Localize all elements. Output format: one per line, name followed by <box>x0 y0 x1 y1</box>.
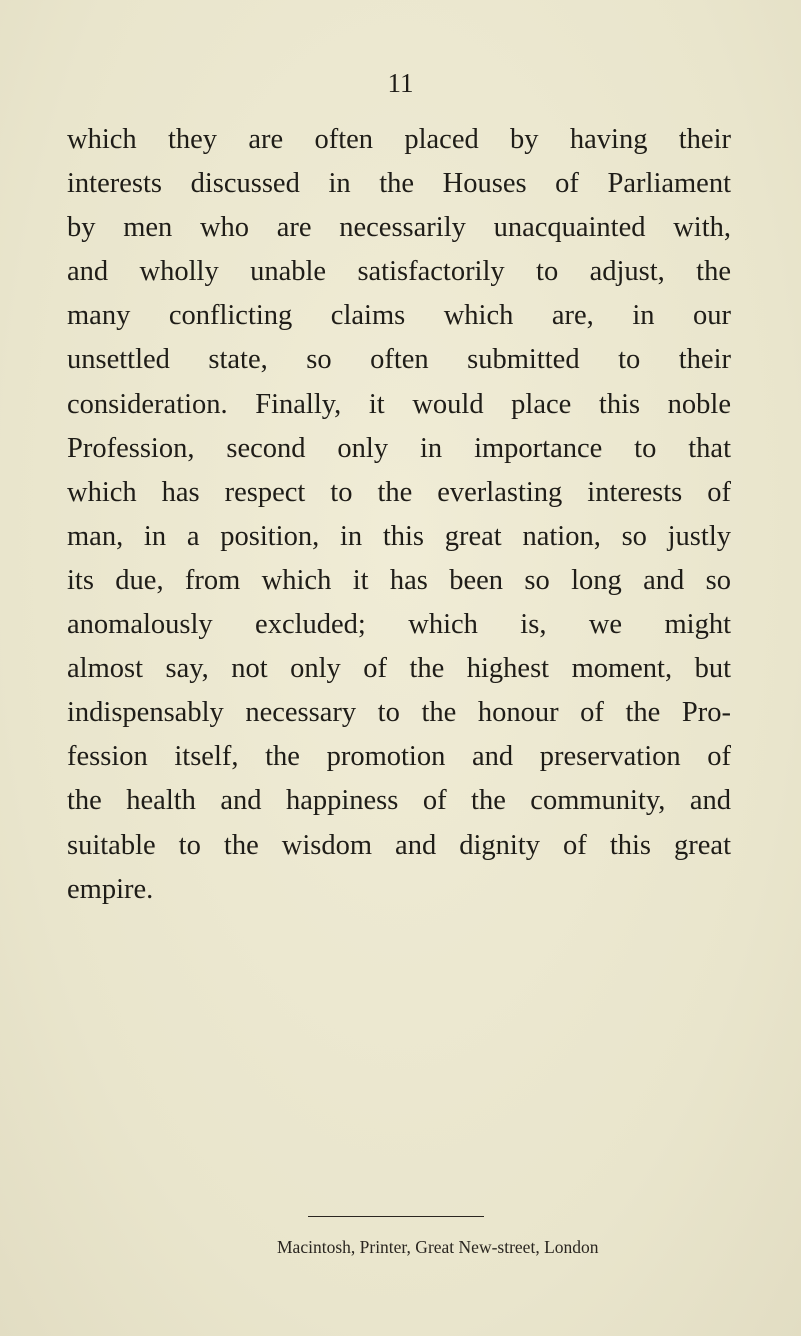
text-line: empire. <box>67 873 154 905</box>
text-line: by men who are necessarily unacquainted with, <box>67 212 731 244</box>
text-line: suitable to the wisdom and dignity of this great <box>67 829 731 861</box>
text-line: many conflicting claims which are, in our <box>67 300 731 332</box>
imprint-rule <box>308 1216 484 1217</box>
text-line: man, in a position, in this great nation, so justly <box>67 520 731 552</box>
text-line: fession itself, the promotion and preservation of <box>67 741 731 773</box>
text-line: almost say, not only of the highest moment, but <box>67 653 731 685</box>
text-line: interests discussed in the Houses of Parliament <box>67 168 731 200</box>
text-line: and wholly unable satisfactorily to adjust, the <box>67 256 731 288</box>
text-line: the health and happiness of the community, and <box>67 785 731 817</box>
text-line: anomalously excluded; which is, we might <box>67 609 731 641</box>
body-paragraph <box>67 118 731 912</box>
printer-imprint: Macintosh, Printer, Great New-street, London <box>277 1237 599 1257</box>
text-line: indispensably necessary to the honour of the Pro- <box>67 697 731 729</box>
text-line: consideration. Finally, it would place this noble <box>67 388 731 420</box>
text-line: Profession, second only in importance to that <box>67 432 731 464</box>
text-line: which they are often placed by having their <box>67 124 731 155</box>
text-line: its due, from which it has been so long and so <box>67 564 731 596</box>
text-line: unsettled state, so often submitted to their <box>67 344 731 376</box>
page-number: 11 <box>387 68 414 98</box>
text-line: which has respect to the everlasting interests of <box>67 476 731 508</box>
